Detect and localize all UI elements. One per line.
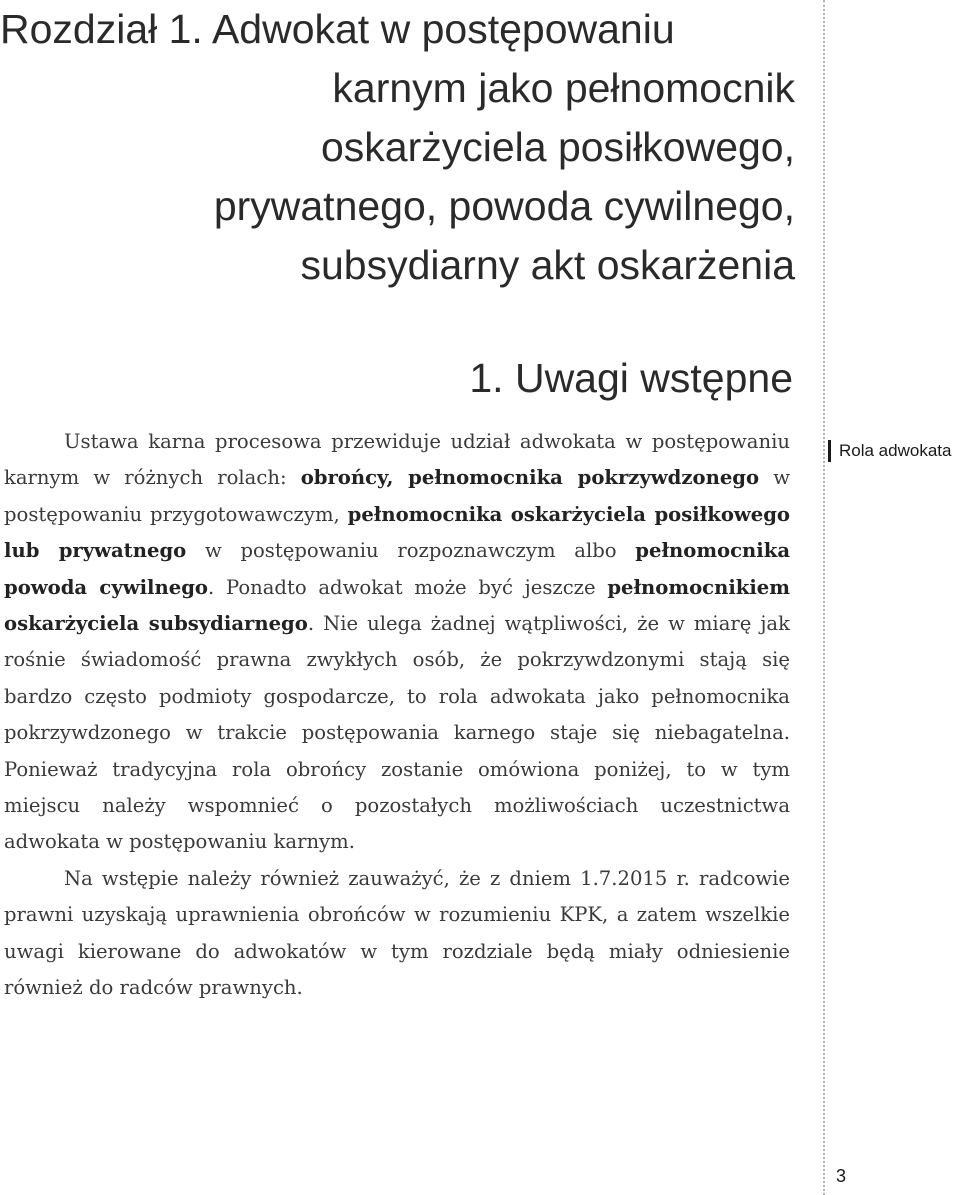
chapter-title-line: karnym jako pełnomocnik (332, 65, 795, 111)
chapter-title-line: oskarżyciela posiłkowego, (320, 124, 795, 170)
page-number: 3 (836, 1166, 847, 1186)
text-run: w postępowaniu rozpoznawczym albo (186, 539, 636, 563)
text-run: . Ponadto adwokat może być jeszcze (207, 575, 608, 599)
body-text (4, 424, 790, 1007)
bold-term: pełnomocnikiem oskarżyciela subsydiarnego (4, 575, 790, 636)
bold-term: pełnomocnika powoda cywilnego (4, 539, 791, 599)
paragraph (4, 424, 790, 861)
text-run: . Nie ulega żadnej wątpliwości, że w miarę jak rośnie świadomość prawna zwykłych osób, że pokrzywdzonymi stają się bardzo często podmioty gospodarcze, to rola adwokata jako pełnomocnika pokrzywdzonego w trakcie postępowania karnego staje się niebagatelna. Ponieważ tradycyjna rola obrońcy zostanie omówiona poniżej, to w tym miejscu należy wspomnieć o pozostałych możliwościach uczestnictwa adwokata w postępowaniu karnym. (4, 612, 790, 854)
bold-term: obrońcy, pełnomocnika pokrzywdzonego (300, 466, 760, 490)
text-run: w postępowaniu przygotowawczym, (4, 466, 791, 526)
chapter-title (0, 0, 795, 295)
margin-note-label: Rola adwokata (839, 441, 952, 460)
margin-divider (823, 0, 825, 1195)
chapter-title-line: Rozdział 1. Adwokat w postępowaniu (0, 6, 675, 52)
section-heading: 1. Uwagi wstępne (469, 355, 793, 401)
paragraph: Na wstępie należy również zauważyć, że z dniem 1.7.2015 r. radcowie prawni uzyskają uprawnienia obrońców w rozumieniu KPK, a zatem wszelkie uwagi kierowane do adwokatów w tym rozdziale będą miały odniesienie również do radców prawnych. (4, 866, 790, 1000)
chapter-title-line: subsydiarny akt oskarżenia (300, 242, 795, 288)
margin-note (828, 440, 951, 462)
chapter-title-line: prywatnego, powoda cywilnego, (213, 183, 795, 229)
margin-note-marker (828, 440, 831, 462)
bold-term: pełnomocnika oskarżyciela posiłkowego lub prywatnego (4, 502, 790, 563)
text-run: Ustawa karna procesowa przewiduje udział adwokata w postępowaniu karnym w różnych rolach: (4, 430, 790, 490)
